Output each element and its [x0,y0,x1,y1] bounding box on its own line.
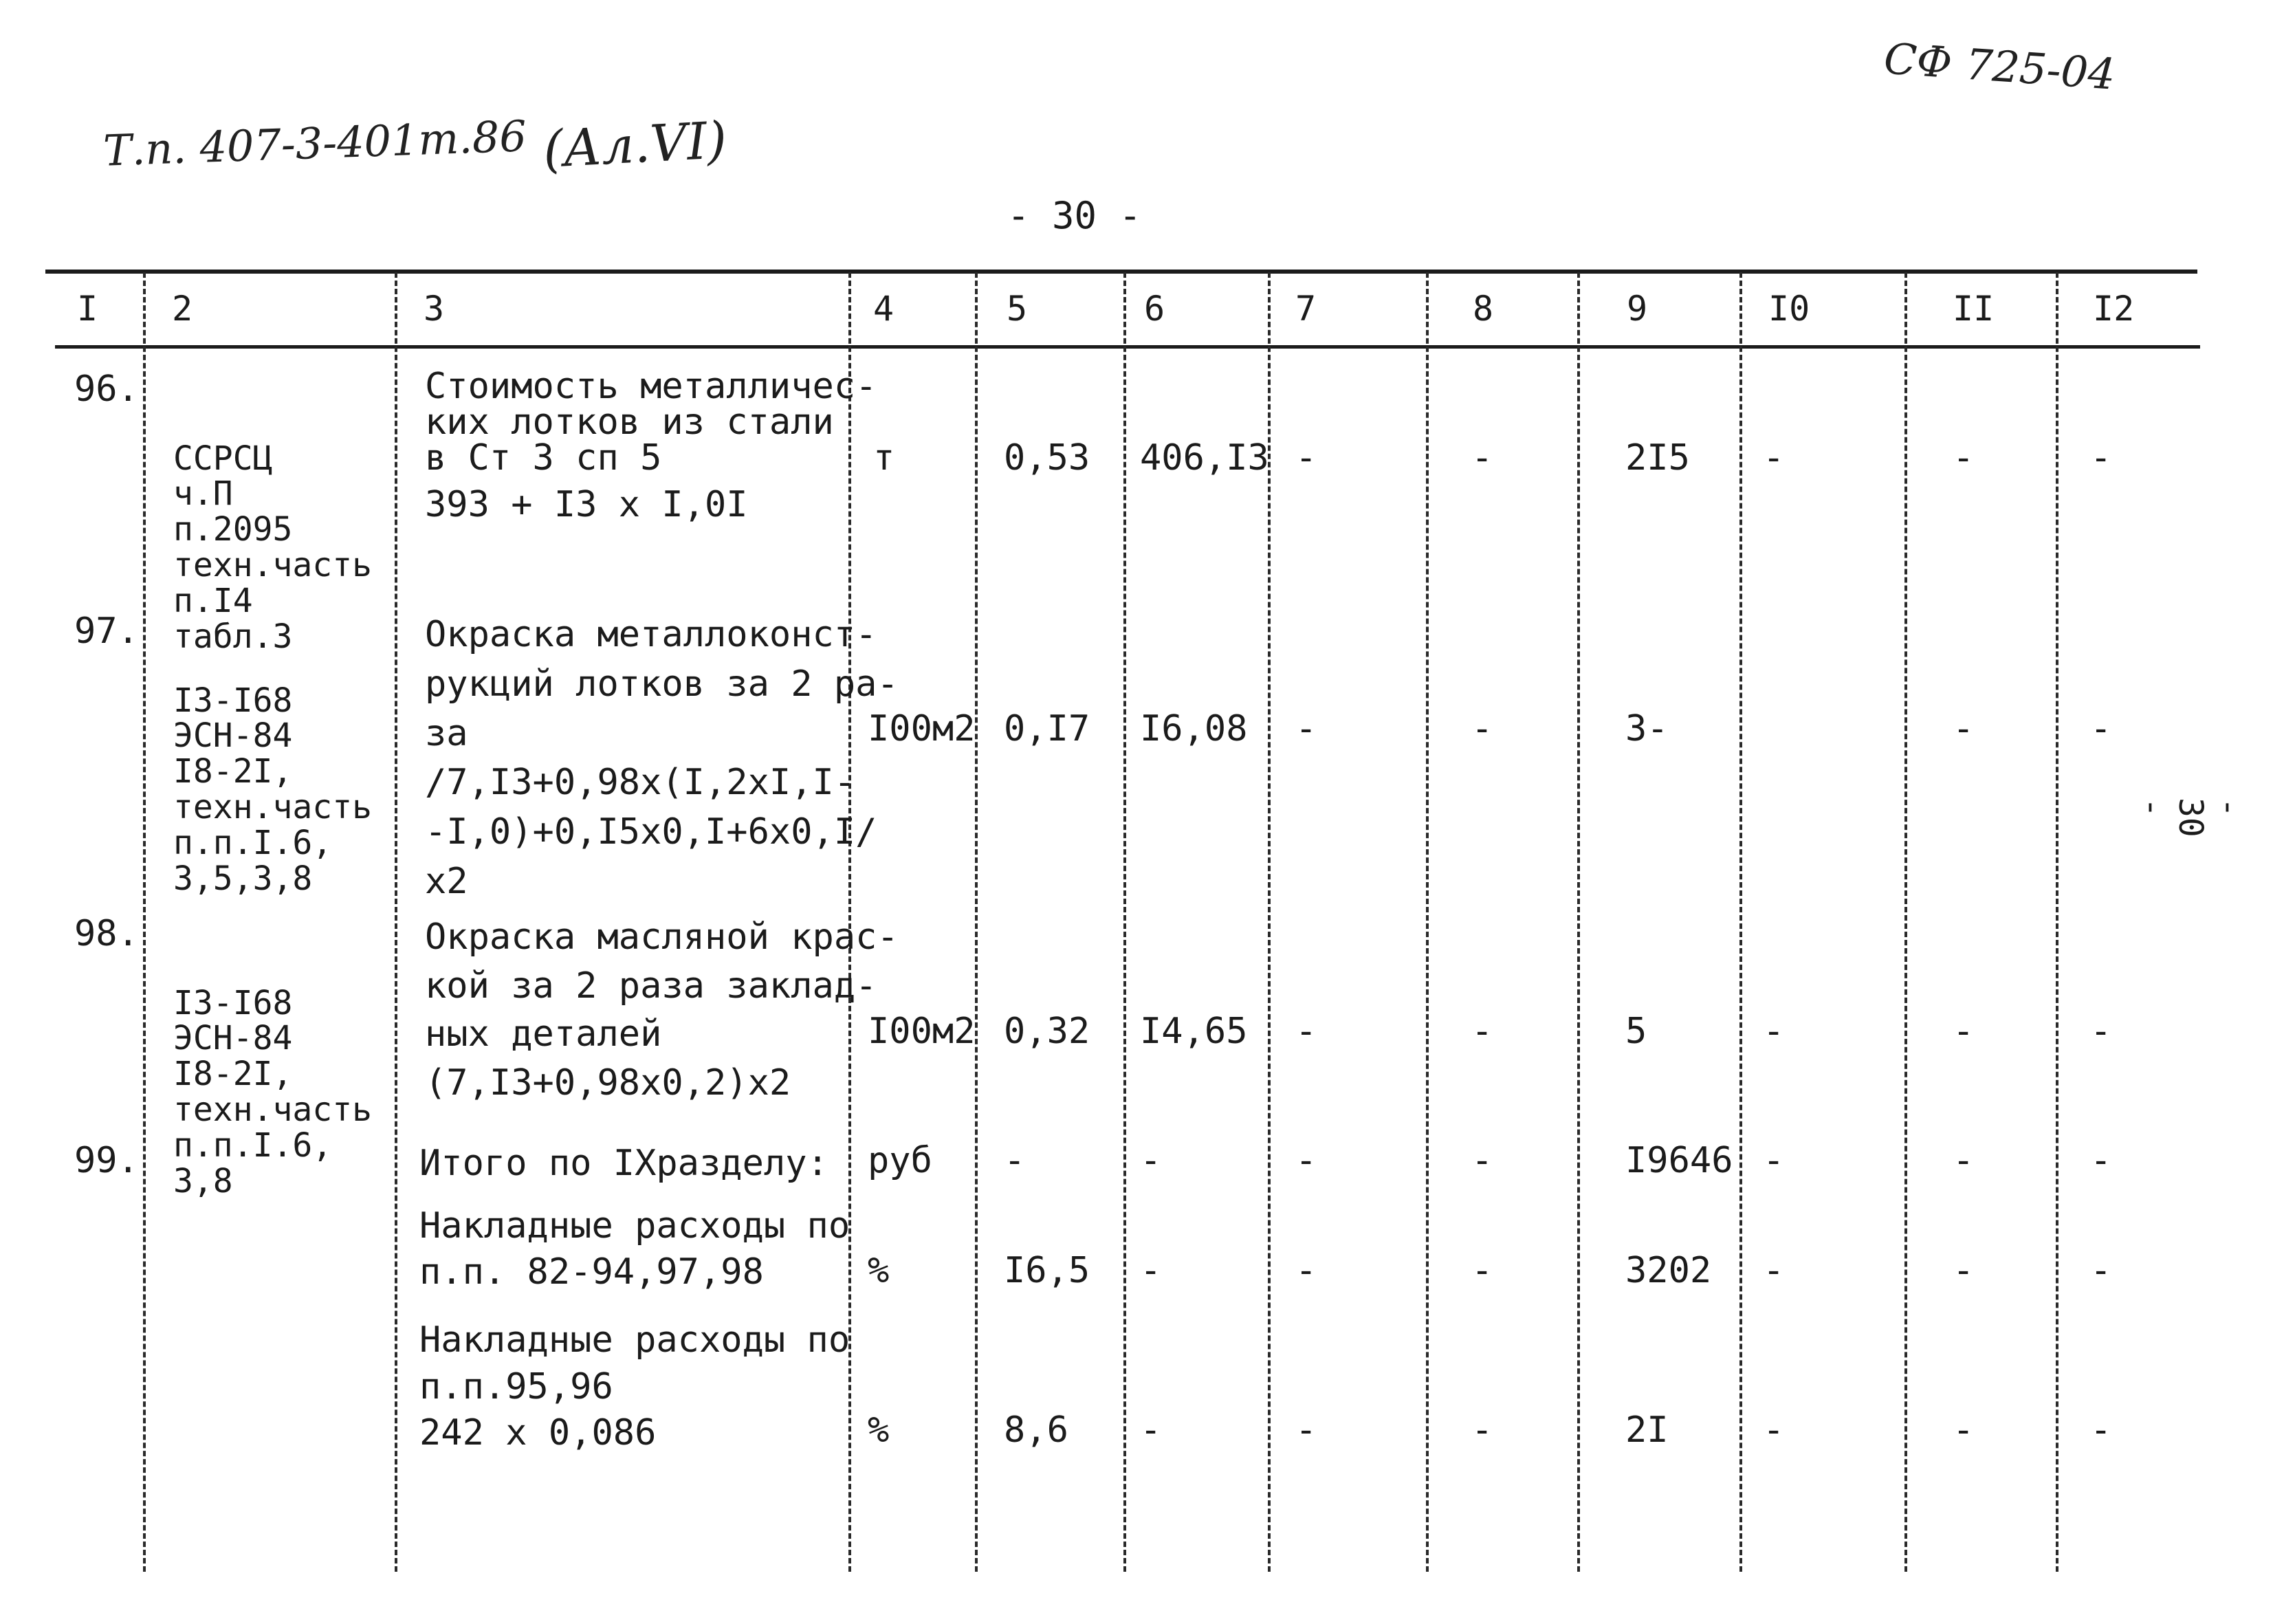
unit-price: - [1140,1409,1162,1451]
quantity: 0,53 [1004,437,1090,479]
quantity: I6,5 [1004,1250,1090,1291]
column-header: II [1953,289,1995,329]
work-description: Накладные расходы по п.п.95,96 242 x 0,086 [419,1319,850,1454]
column-divider [1904,272,1907,1572]
unit: % [868,1409,890,1451]
column-header: 7 [1295,289,1317,329]
unit-price: - [1140,1250,1162,1291]
column-divider [1577,272,1580,1572]
col9-value: I9646 [1625,1140,1733,1181]
col7-value: - [1295,1409,1317,1451]
col11-value: - [1953,708,1975,749]
source-reference: ССРСЦ ч.П п.2095 техн.часть п.I4 табл.3 [173,439,372,656]
col8-value: - [1471,1011,1493,1052]
col11-value: - [1953,1140,1975,1181]
quantity: 8,6 [1004,1409,1068,1451]
col7-value: - [1295,1140,1317,1181]
col8-value: - [1471,437,1493,479]
col9-value: 2I [1625,1409,1669,1451]
col12-value: - [2090,1250,2112,1291]
col12-value: - [2090,1011,2112,1052]
column-header: 9 [1627,289,1648,329]
col10-value: - [1763,1011,1785,1052]
work-description: Итого по IXразделу: [419,1143,828,1184]
col8-value: - [1471,1409,1493,1451]
col7-value: - [1295,708,1317,749]
work-description: Окраска масляной крас- кой за 2 раза заклад- ных деталей (7,I3+0,98x0,2)x2 [425,917,899,1104]
row-number: 96. [74,369,139,410]
column-divider [395,272,397,1572]
unit: I00м2 [868,1011,976,1052]
unit: % [868,1250,890,1291]
col10-value: - [1763,1409,1785,1451]
column-divider [1426,272,1429,1572]
doc-ref-top-right: СФ 725-04 [1882,33,2117,100]
col9-value: 5 [1625,1011,1647,1052]
album-label: (Ал.VI) [541,111,729,179]
row-number: 97. [74,611,139,652]
column-header: 8 [1473,289,1494,329]
col11-value: - [1953,1011,1975,1052]
work-description: Окраска металлоконст- рукций лотков за 2 ра- за /7,I3+0,98x(I,2xI,I- -I,0)+0,I5x0,I+6x0,I/ x2 [425,614,899,902]
column-divider [1739,272,1742,1572]
column-header: 5 [1007,289,1028,329]
col9-value: 2I5 [1625,437,1690,479]
col10-value: - [1763,1140,1785,1181]
work-description: Стоимость металличес- ких лотков из стали в Ст 3 сп 5 393 + I3 x I,0I [425,366,877,525]
column-divider [143,272,146,1572]
col12-value: - [2090,708,2112,749]
column-header: 2 [172,289,193,329]
column-header: 4 [873,289,894,329]
column-divider [975,272,978,1572]
col10-value: - [1763,437,1785,479]
unit-price: I4,65 [1140,1011,1248,1052]
col12-value: - [2090,1409,2112,1451]
col12-value: - [2090,437,2112,479]
col11-value: - [1953,1409,1975,1451]
col7-value: - [1295,1011,1317,1052]
quantity: 0,32 [1004,1011,1090,1052]
unit-price: I6,08 [1140,708,1248,749]
unit-price: 406,I3 [1140,437,1269,479]
column-header: 3 [424,289,445,329]
page-number: - 30 - [1007,194,1142,237]
source-reference: I3-I68 ЭСН-84 I8-2I, техн.часть п.п.I.6, 3,5,3,8 [173,681,372,898]
col7-value: - [1295,437,1317,479]
col11-value: - [1953,1250,1975,1291]
quantity: - [1004,1140,1026,1181]
column-divider [1123,272,1126,1572]
col7-value: - [1295,1250,1317,1291]
col8-value: - [1471,1250,1493,1291]
unit-price: - [1140,1140,1162,1181]
doc-ref-top-left: Т.п. 407-3-401т.86 [102,111,527,176]
unit: руб [868,1140,932,1181]
column-divider [2056,272,2058,1572]
source-reference: I3-I68 ЭСН-84 I8-2I, техн.часть п.п.I.6, 3,8 [173,983,372,1200]
col12-value: - [2090,1140,2112,1181]
column-header: I0 [1768,289,1810,329]
column-header: 6 [1144,289,1165,329]
col10-value: - [1763,1250,1785,1291]
side-page-number: - 30 - [2133,798,2248,837]
quantity: 0,I7 [1004,708,1090,749]
work-description: Накладные расходы по п.п. 82-94,97,98 [419,1205,850,1293]
unit: т [873,437,895,479]
col11-value: - [1953,437,1975,479]
row-number: 99. [74,1140,139,1181]
col8-value: - [1471,708,1493,749]
column-header: I [77,289,98,329]
header-bottom-rule [55,345,2200,349]
col9-value: 3202 [1625,1250,1712,1291]
col9-value: 3- [1625,708,1669,749]
col8-value: - [1471,1140,1493,1181]
row-number: 98. [74,913,139,954]
column-header: I2 [2093,289,2135,329]
table-top-rule [45,270,2197,274]
unit: I00м2 [868,708,976,749]
